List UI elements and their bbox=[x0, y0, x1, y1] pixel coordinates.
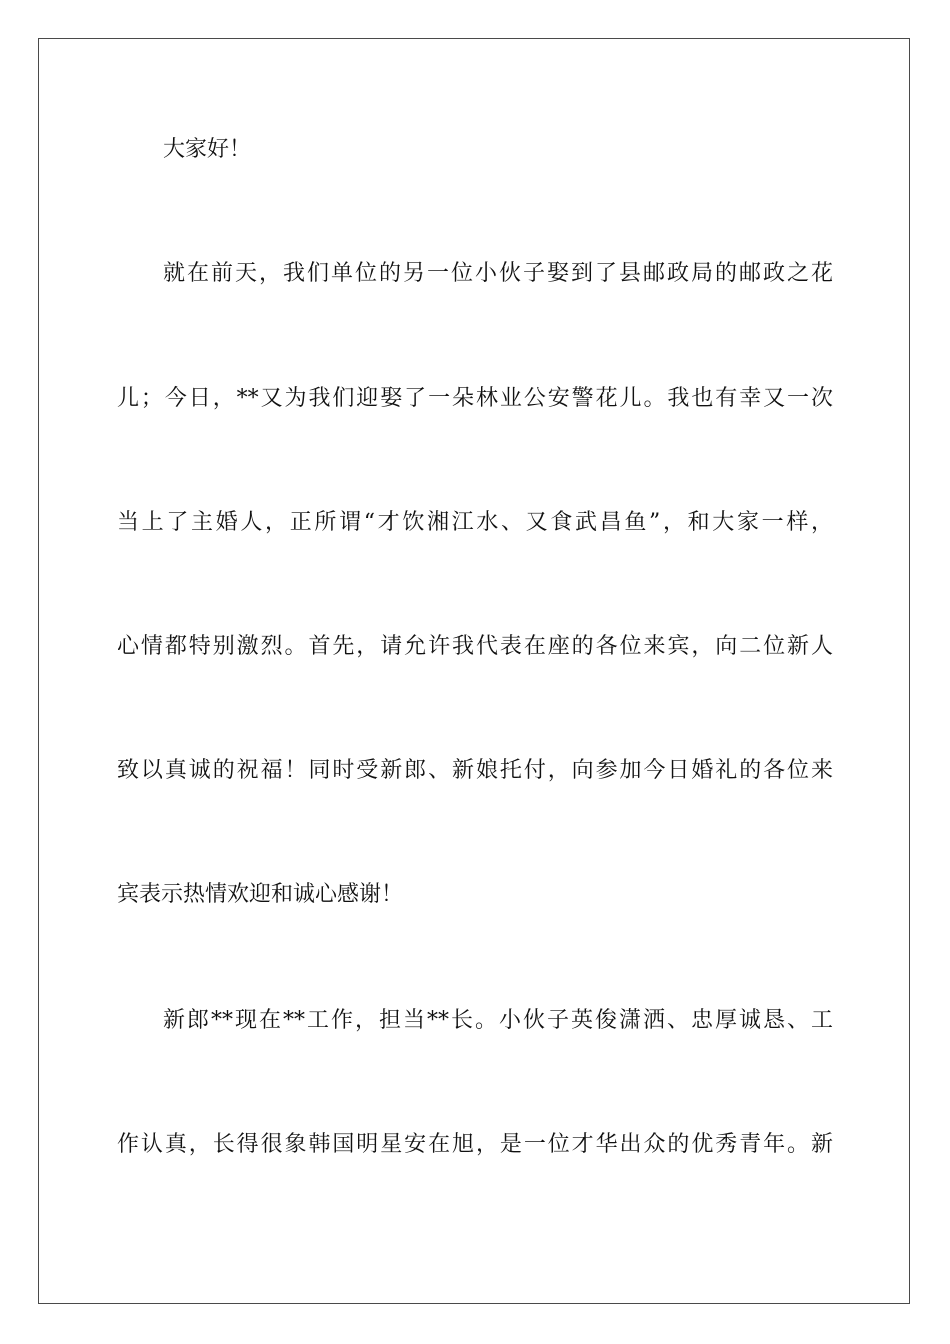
page-border bbox=[38, 38, 910, 1304]
paragraph-1-line-1: 就在前天，我们单位的另一位小伙子娶到了县邮政局的邮政之花 bbox=[163, 261, 833, 286]
paragraph-2-line-2: 作认真，长得很象韩国明星安在旭，是一位才华出众的优秀青年。新 bbox=[117, 1132, 833, 1157]
greeting-line: 大家好！ bbox=[163, 137, 252, 162]
paragraph-1-line-4: 心情都特别激烈。首先，请允许我代表在座的各位来宾，向二位新人 bbox=[117, 634, 833, 659]
paragraph-1-line-6: 宾表示热情欢迎和诚心感谢！ bbox=[117, 882, 404, 907]
paragraph-1-line-2: 儿；今日，**又为我们迎娶了一朵林业公安警花儿。我也有幸又一次 bbox=[117, 386, 833, 411]
paragraph-1-line-5: 致以真诚的祝福！同时受新郎、新娘托付，向参加今日婚礼的各位来 bbox=[117, 758, 833, 783]
paragraph-1-line-3: 当上了主婚人，正所谓“才饮湘江水、又食武昌鱼”，和大家一样， bbox=[117, 510, 833, 535]
paragraph-2-line-1: 新郎**现在**工作，担当**长。小伙子英俊潇洒、忠厚诚恳、工 bbox=[163, 1008, 833, 1033]
